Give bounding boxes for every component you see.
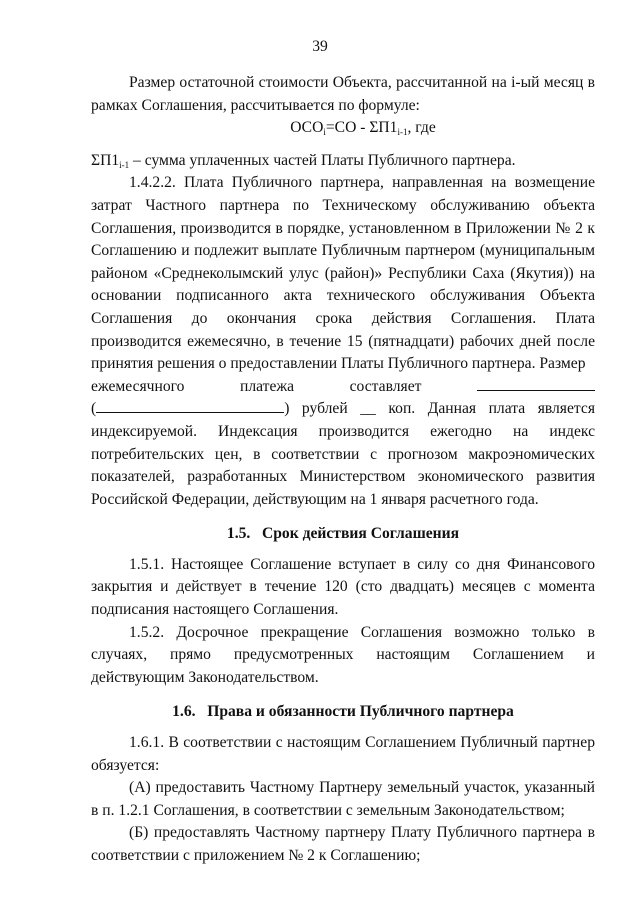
- paragraph-residual-value: Размер остаточной стоимости Объекта, рассчитанной на i-ый месяц в рамках Соглашения, рассчитывается по формуле:: [91, 74, 595, 114]
- paragraph-1-6-1-b: (Б) предоставлять Частному партнеру Плату Публичного партнера в соответствии с приложением № 2 к Соглашению;: [91, 824, 595, 864]
- formula: [91, 117, 595, 140]
- amount-words-blank: [96, 398, 284, 413]
- payment-word-1: ежемесячного: [91, 377, 185, 395]
- page-number: 39: [312, 38, 328, 55]
- payment-word-3: составляет: [349, 377, 422, 395]
- definition-text: – сумма уплаченных частей Платы Публичного партнера.: [129, 151, 516, 169]
- paragraph-1-4-2-2: 1.4.2.2. Плата Публичного партнера, направленная на возмещение затрат Частного партнера по Техническому обслуживанию объекта Соглашения, производится в порядке, установленном в Приложении № 2 к Соглашению и подлежит выплате Публичным партнером (муниципальным районом «Среднеколымский улус (район)» Республики Саха (Якутия)) на основании подписанного акта технического обслуживания Объекта Соглашения до окончания срока действия Соглашения. Плата производится ежемесячно, в течение 15 (пятнадцати) рабочих дней после принятия решения о предоставлении Платы Публичного партнера. Размер: [91, 174, 595, 373]
- paragraph-1-4-2-2-rest: ) рублей __ коп. Данная плата является индексируемой. Индексация производится ежегодно на индекс потребительских цен, в соответствии с прогнозом макроэномических показателей, разработанных Министерством экономического развития Российской Федерации, действующим на 1 января расчетного года.: [91, 400, 595, 508]
- section-1-6-heading: 1.6. Права и обязанности Публичного партнера: [172, 703, 514, 721]
- paragraph-1-4-2-2-cont: ( ) рублей __ коп. Данная плата является индексируемой. Индексация производится ежегодно на индекс потребительских цен, в соответствии с прогнозом макроэномических показателей, разработанных Министерством экономического развития Российской Федерации, действующим на 1 января расчетного года.: [91, 400, 595, 508]
- payment-word-2: платежа: [240, 377, 295, 395]
- payment-amount-line: [91, 376, 595, 399]
- amount-blank: [477, 376, 595, 391]
- formula-eq: =СО - ΣП1: [325, 119, 398, 137]
- formula-lhs-sub: i: [323, 127, 326, 138]
- definition-sub: i-1: [119, 159, 130, 170]
- formula-sub: i-1: [397, 127, 408, 138]
- paragraph-1-5-1: 1.5.1. Настоящее Соглашение вступает в силу со дня Финансового закрытия и действует в течение 120 (сто двадцать) месяцев с момента подписания настоящего Соглашения.: [91, 555, 595, 619]
- formula-tail: , где: [407, 119, 436, 137]
- paragraph-1-6-1: 1.6.1. В соответствии с настоящим Соглашением Публичный партнер обязуется:: [91, 734, 595, 774]
- definition-line: [91, 150, 595, 173]
- paragraph-1-5-2: 1.5.2. Досрочное прекращение Соглашения возможно только в случаях, прямо предусмотренных настоящим Соглашением и действующим Законодательством.: [91, 623, 595, 686]
- formula-lhs: ОСО: [290, 119, 324, 137]
- paragraph-1-6-1-a: (А) предоставить Частному Партнеру земельный участок, указанный в п. 1.2.1 Соглашения, в соответствии с земельным Законодательством;: [91, 779, 595, 819]
- section-1-5-heading: 1.5. Срок действия Соглашения: [226, 525, 460, 543]
- page-content: [91, 72, 595, 868]
- definition-symbol: ΣП1: [91, 151, 120, 169]
